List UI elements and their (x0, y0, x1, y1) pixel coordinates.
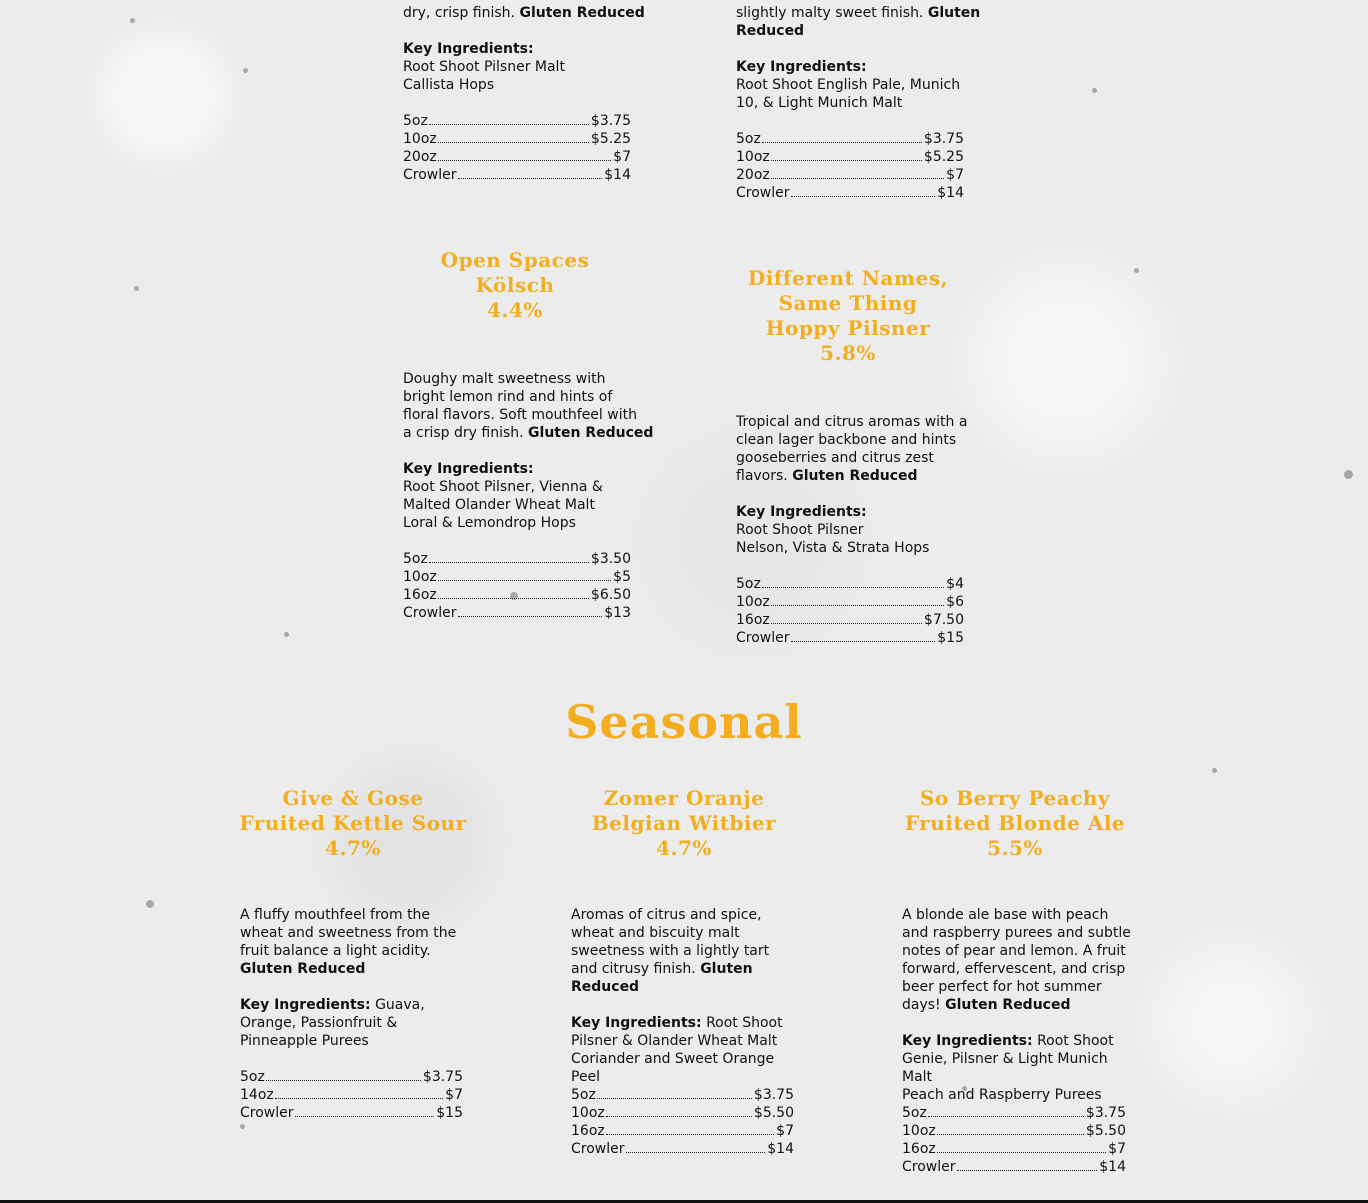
description-tail: dry, crisp finish. (403, 5, 515, 21)
key-ingredients-label: Key Ingredients: (736, 504, 867, 520)
ingredient-line: Callista Hops (403, 77, 495, 93)
ingredient-line: Nelson, Vista & Strata Hops (736, 540, 930, 556)
price-row: 16oz $7.50 (736, 612, 964, 628)
price-row: 5oz $3.75 (240, 1069, 463, 1085)
ingredient-line: Loral & Lemondrop Hops (403, 515, 576, 531)
price-list (736, 130, 964, 202)
gluten-reduced-label-cont: Reduced (571, 979, 640, 995)
price-row: Crowler $14 (902, 1159, 1126, 1175)
price-row: 5oz $3.50 (403, 551, 631, 567)
price-row: 20oz $7 (736, 167, 964, 183)
menu-item-give-gose (240, 906, 480, 1122)
price-row: 5oz $3.75 (571, 1087, 794, 1103)
description-line: bright lemon rind and hints of (403, 389, 613, 405)
beer-title-open-spaces: Open Spaces Kölsch 4.4% (440, 248, 590, 322)
ingredient-line: Malted Olander Wheat Malt (403, 497, 595, 513)
description-line: sweetness with a lightly tart (571, 943, 770, 959)
ingredient-line: Root Shoot Pilsner, Vienna & (403, 479, 603, 495)
ingredient-line: Pilsner & Olander Wheat Malt (571, 1033, 778, 1049)
description-line: floral flavors. Soft mouthfeel with (403, 407, 637, 423)
paper-speck (1134, 268, 1139, 273)
price-row: 14oz $7 (240, 1087, 463, 1103)
description-line: clean lager backbone and hints (736, 432, 957, 448)
price-list (736, 575, 964, 647)
price-list (403, 550, 631, 622)
price-row: 10oz $5.50 (902, 1123, 1126, 1139)
ingredient-line: Guava, (375, 997, 425, 1013)
description-line: wheat and biscuity malt (571, 925, 740, 941)
beer-title-give-gose: Give & Gose Fruited Kettle Sour 4.7% (239, 786, 467, 860)
description-line: A blonde ale base with peach (902, 907, 1109, 923)
ingredient-line: Peel (571, 1069, 601, 1085)
description-line: fruit balance a light acidity. (240, 943, 431, 959)
ingredient-line: Root Shoot English Pale, Munich (736, 77, 961, 93)
price-row: 5oz $3.75 (403, 113, 631, 129)
gluten-reduced-label: Gluten (927, 5, 981, 21)
ingredient-line: Root Shoot Pilsner (736, 522, 864, 538)
description-line: wheat and sweetness from the (240, 925, 457, 941)
menu-item-top-left (403, 4, 643, 184)
description-line: flavors. (736, 468, 788, 484)
price-row: 5oz $4 (736, 576, 964, 592)
price-row: 16oz $6.50 (403, 587, 631, 603)
description-line: days! (902, 997, 941, 1013)
gluten-reduced-label: Gluten Reduced (792, 468, 918, 484)
paper-speck (146, 900, 154, 908)
description-line: gooseberries and citrus zest (736, 450, 934, 466)
price-row: 20oz $7 (403, 149, 631, 165)
gluten-reduced-label: Gluten Reduced (519, 5, 645, 21)
description-line: notes of pear and lemon. A fruit (902, 943, 1126, 959)
price-row: 5oz $3.75 (902, 1105, 1126, 1121)
ingredient-line: 10, & Light Munich Malt (736, 95, 903, 111)
price-row: Crowler $14 (736, 185, 964, 201)
paper-speck (130, 18, 135, 23)
price-row: 10oz $5 (403, 569, 631, 585)
price-list (403, 112, 631, 184)
description-line: A fluffy mouthfeel from the (240, 907, 431, 923)
menu-item-open-spaces (403, 370, 653, 622)
gluten-reduced-label: Gluten Reduced (240, 961, 366, 977)
menu-item-different-names (736, 413, 986, 647)
price-row: Crowler $15 (736, 630, 964, 646)
description-line: Aromas of citrus and spice, (571, 907, 762, 923)
gluten-reduced-label: Gluten (700, 961, 753, 977)
ingredient-line: Root Shoot (1037, 1033, 1114, 1049)
ingredient-line: Genie, Pilsner & Light Munich (902, 1051, 1108, 1067)
ingredient-line: Pinneapple Purees (240, 1033, 369, 1049)
menu-item-top-right (736, 4, 986, 202)
price-list (902, 1104, 1126, 1176)
ingredient-line: Peach and Raspberry Purees (902, 1087, 1102, 1103)
paper-speck (1212, 768, 1217, 773)
description-tail: slightly malty sweet finish. (736, 5, 924, 21)
beer-title-different-names: Different Names, Same Thing Hoppy Pilsner 5.8% (747, 266, 949, 365)
beer-title-zomer-oranje: Zomer Oranje Belgian Witbier 4.7% (591, 786, 777, 860)
menu-item-so-berry-peachy (902, 906, 1152, 1176)
key-ingredients-label: Key Ingredients: (403, 461, 534, 477)
description-line: Doughy malt sweetness with (403, 371, 606, 387)
gluten-reduced-label-cont: Reduced (736, 23, 805, 39)
gluten-reduced-label: Gluten Reduced (945, 997, 1071, 1013)
paper-speck (243, 68, 248, 73)
price-row: 5oz $3.75 (736, 131, 964, 147)
price-row: 10oz $5.25 (736, 149, 964, 165)
key-ingredients-label: Key Ingredients: (736, 59, 867, 75)
paper-speck (1092, 88, 1097, 93)
ingredient-line: Coriander and Sweet Orange (571, 1051, 775, 1067)
paper-speck (284, 632, 289, 637)
description-line: and citrusy finish. (571, 961, 696, 977)
key-ingredients-label: Key Ingredients: (902, 1033, 1033, 1049)
price-row: 10oz $6 (736, 594, 964, 610)
key-ingredients-label: Key Ingredients: (571, 1015, 702, 1031)
description-line: forward, effervescent, and crisp (902, 961, 1126, 977)
description-line: a crisp dry finish. (403, 425, 524, 441)
description-line: Tropical and citrus aromas with a (736, 414, 968, 430)
price-row: Crowler $14 (571, 1141, 794, 1157)
price-row: Crowler $14 (403, 167, 631, 183)
description-line: and raspberry purees and subtle (902, 925, 1131, 941)
paper-speck (1344, 470, 1353, 479)
beer-title-so-berry-peachy: So Berry Peachy Fruited Blonde Ale 5.5% (904, 786, 1126, 860)
ingredient-line: Malt (902, 1069, 933, 1085)
section-heading-seasonal: Seasonal (565, 695, 803, 749)
menu-item-zomer-oranje (571, 906, 811, 1158)
key-ingredients-label: Key Ingredients: (403, 41, 534, 57)
price-list (571, 1086, 794, 1158)
gluten-reduced-label: Gluten Reduced (528, 425, 654, 441)
ingredient-line: Root Shoot (706, 1015, 783, 1031)
ingredient-line: Orange, Passionfruit & (240, 1015, 398, 1031)
ingredient-line: Root Shoot Pilsner Malt (403, 59, 565, 75)
price-row: 16oz $7 (571, 1123, 794, 1139)
price-row: 16oz $7 (902, 1141, 1126, 1157)
paper-speck (240, 1124, 245, 1129)
description-line: beer perfect for hot summer (902, 979, 1102, 995)
key-ingredients-label: Key Ingredients: (240, 997, 371, 1013)
price-row: Crowler $15 (240, 1105, 463, 1121)
price-list (240, 1068, 463, 1122)
paper-speck (134, 286, 139, 291)
price-row: 10oz $5.25 (403, 131, 631, 147)
price-row: 10oz $5.50 (571, 1105, 794, 1121)
price-row: Crowler $13 (403, 605, 631, 621)
